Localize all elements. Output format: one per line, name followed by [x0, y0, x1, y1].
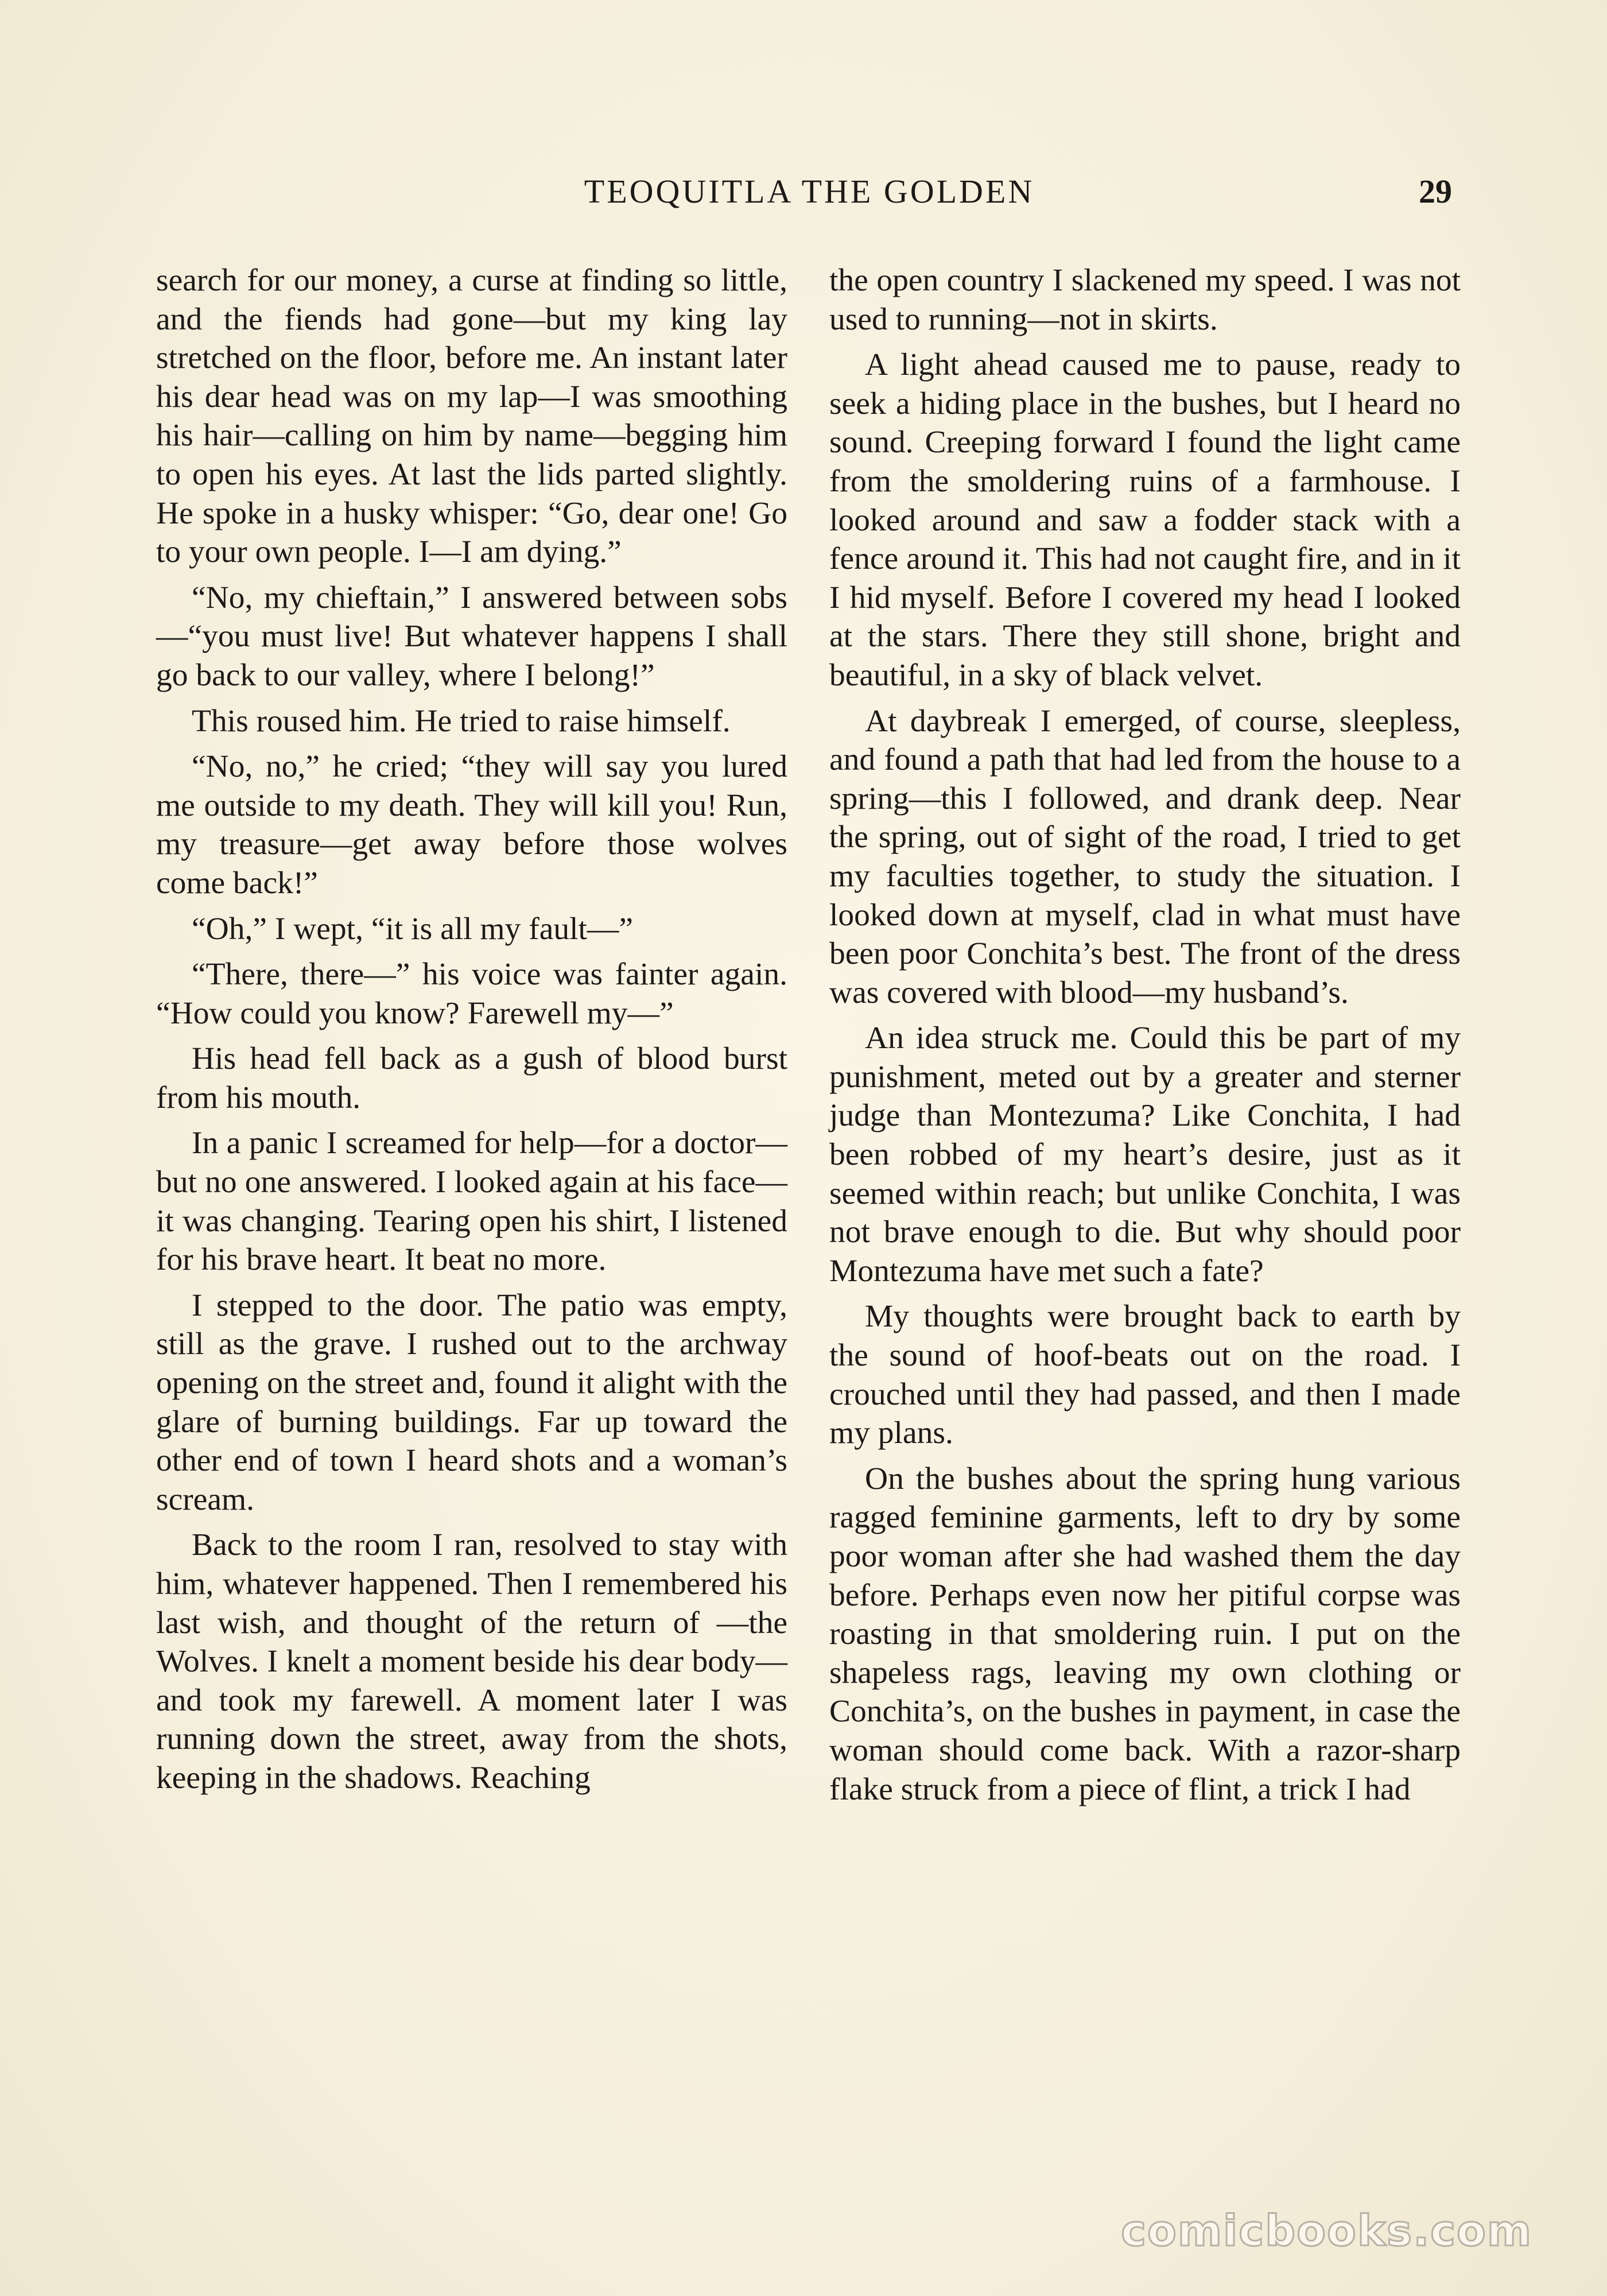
paragraph: “There, there—” his voice was fainter again. “How could you know? Farewell my—” — [156, 957, 787, 1031]
paragraph: Back to the room I ran, resolved to stay with him, whatever happened. Then I remembered his last wish, and thought of the return of —the Wolves. I knelt a moment beside his dear body—and took my farewell. A moment later I was running down the street, away from the shots, keeping in the shadows. Reaching — [156, 1527, 787, 1795]
paragraph: His head fell back as a gush of blood burst from his mouth. — [156, 1041, 787, 1115]
paragraph: In a panic I screamed for help—for a doctor—but no one answered. I looked again at his face—it was changing. Tearing open his shirt, I listened for his brave heart. It beat no more. — [156, 1126, 787, 1278]
paragraph: the open country I slackened my speed. I was not used to running—not in skirts. — [829, 263, 1461, 337]
paragraph: A light ahead caused me to pause, ready to seek a hiding place in the bushes, but I heard no sound. Creeping forward I found the light came from the smoldering ruins of a farmhouse. I looked around and saw a fodder stack with a fence around it. This had not caught fire, and in it I hid myself. Before I covered my head I looked at the stars. There they still shone, bright and beautiful, in a sky of black velvet. — [829, 347, 1461, 693]
watermark-logo: comicbooks.com — [1121, 2206, 1532, 2256]
running-head: TEOQUITLA THE GOLDEN — [584, 173, 1035, 210]
right-column — [829, 261, 1461, 1816]
paragraph: On the bushes about the spring hung various ragged feminine garments, left to dry by some poor woman after she had washed them the day before. Perhaps even now her pitiful corpse was roasting in that smoldering ruin. I put on the shapeless rags, leaving my own clothing or Conchita’s, on the bushes in payment, in case the woman should come back. With a razor-sharp flake struck from a piece of flint, a trick I had — [829, 1461, 1461, 1807]
paragraph: search for our money, a curse at finding so little, and the fiends had gone—but my king lay stretched on the floor, before me. An instant later his dear head was on my lap—I was smoothing his hair—calling on him by name—begging him to open his eyes. At last the lids parted slightly. He spoke in a husky whisper: “Go, dear one! Go to your own people. I—I am dying.” — [156, 263, 787, 570]
paragraph: I stepped to the door. The patio was empty, still as the grave. I rushed out to the archway opening on the street and, found it alight with the glare of burning buildings. Far up toward the other end of town I heard shots and a woman’s scream. — [156, 1287, 787, 1517]
paragraph: “No, no,” he cried; “they will say you lured me outside to my death. They will kill you! Run, my treasure—get away before those wolves come back!” — [156, 749, 787, 901]
paragraph: “Oh,” I wept, “it is all my fault—” — [192, 911, 634, 947]
paragraph: “No, my chieftain,” I answered between sobs—“you must live! But whatever happens I shall go back to our valley, where I belong!” — [156, 580, 787, 693]
paragraph: My thoughts were brought back to earth by the sound of hoof-beats out on the road. I crouched until they had passed, and then I made my plans. — [829, 1299, 1461, 1451]
paragraph: An idea struck me. Could this be part of my punishment, meted out by a greater and sterner judge than Montezuma? Like Conchita, I had been robbed of my heart’s desire, just as it seemed within reach; but unlike Conchita, I was not brave enough to die. But why should poor Montezuma have met such a fate? — [829, 1021, 1461, 1289]
left-column — [156, 261, 787, 1805]
paragraph: At daybreak I emerged, of course, sleepless, and found a path that had led from the house to a spring—this I followed, and drank deep. Near the spring, out of sight of the road, I tried to get my faculties together, to study the situation. I looked down at myself, clad in what must have been poor Conchita’s best. The front of the dress was covered with blood—my husband’s. — [829, 703, 1461, 1010]
paragraph: This roused him. He tried to raise himself. — [192, 703, 731, 739]
page-number: 29 — [1419, 173, 1452, 210]
